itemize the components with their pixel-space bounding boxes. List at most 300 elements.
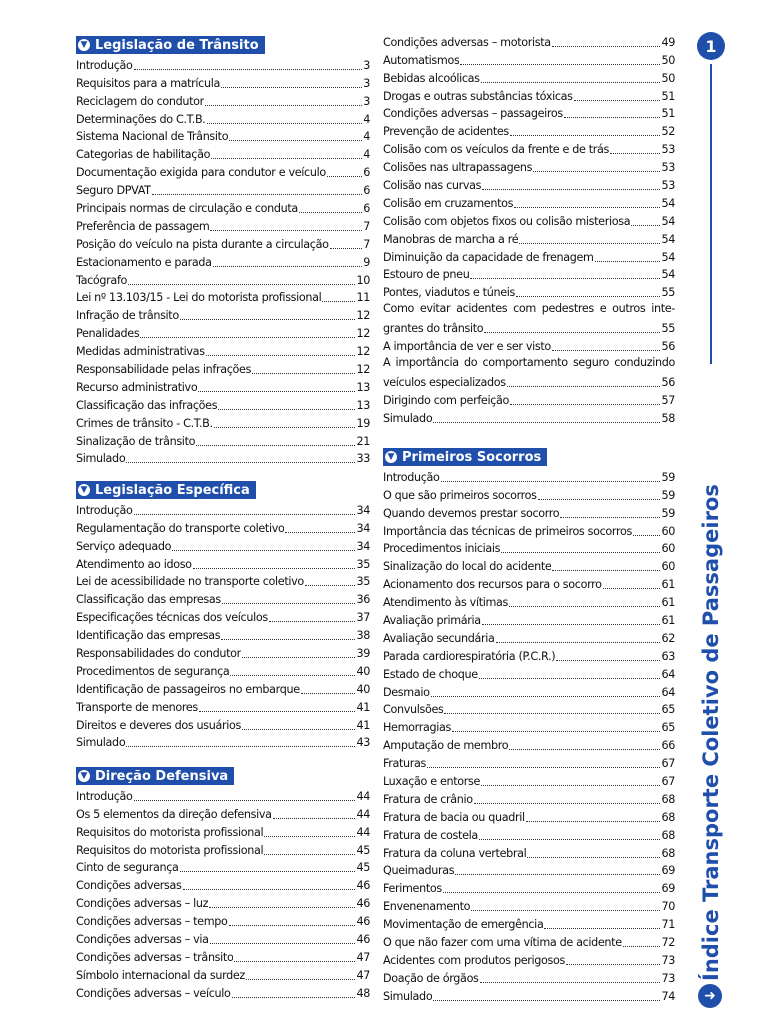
dot-leader [552, 570, 660, 571]
toc-entry-title: Fratura de bacia ou quadril [383, 810, 525, 824]
dot-leader [327, 176, 362, 177]
dot-leader [496, 642, 661, 643]
dot-leader [242, 657, 356, 658]
toc-page-number: 51 [661, 107, 675, 121]
toc-page-number: 40 [356, 682, 370, 696]
toc-page-number: 33 [356, 452, 370, 466]
toc-entry [76, 607, 370, 625]
toc-entry [383, 843, 675, 861]
section-primeiros-socorros [383, 444, 675, 1004]
toc-page-number: 70 [661, 900, 675, 914]
toc-entry-title: Fratura de costela [383, 828, 478, 842]
toc-entry-title: Procedimentos de segurança [76, 664, 230, 678]
toc-entry [383, 861, 675, 879]
dot-leader [126, 462, 355, 463]
toc-entry-title: Atendimento às vítimas [383, 596, 509, 610]
toc-entry [383, 789, 675, 807]
toc-page-number: 34 [356, 503, 370, 517]
toc-entry-title: Colisão em cruzamentos [383, 196, 514, 210]
toc-page-number: 60 [661, 524, 675, 538]
toc-list [383, 467, 675, 1004]
toc-page-number: 37 [356, 611, 370, 625]
toc-entry [383, 896, 675, 914]
toc-page-number: 54 [661, 232, 675, 246]
dot-leader [433, 422, 660, 423]
toc-page-number: 52 [661, 125, 675, 139]
toc-entry [383, 282, 675, 300]
toc-entry [76, 875, 370, 893]
toc-entry-title: Automatismos [383, 53, 460, 67]
dot-leader [273, 818, 356, 819]
toc-entry [76, 73, 370, 91]
toc-entry-title: Avaliação secundária [383, 631, 495, 645]
dot-leader [633, 535, 661, 536]
dot-leader [126, 746, 355, 747]
toc-entry [383, 986, 675, 1004]
dot-leader [484, 332, 660, 333]
toc-page-number: 53 [661, 179, 675, 193]
toc-page-number: 13 [356, 398, 370, 412]
toc-entry-title: Quando devemos prestar socorro [383, 506, 560, 520]
toc-list [76, 55, 370, 466]
dot-leader [595, 261, 661, 262]
dot-leader [623, 946, 661, 947]
toc-page-number: 53 [661, 161, 675, 175]
toc-entry-title: Estacionamento e parada [76, 255, 212, 269]
toc-entry-title: Amputação de membro [383, 739, 509, 753]
toc-entry-title: Seguro DPVAT [76, 184, 151, 198]
dot-leader [264, 854, 355, 855]
toc-entry [383, 157, 675, 175]
dot-leader [444, 713, 660, 714]
toc-entry-title: O que são primeiros socorros [383, 488, 537, 502]
chevron-down-icon: ▼ [385, 451, 397, 463]
toc-entry-title: Posição do veículo na pista durante a circulação [76, 237, 329, 251]
toc-entry-title: Acidentes com produtos perigosos [383, 953, 565, 967]
toc-page-number: 12 [356, 345, 370, 359]
toc-entry-title: Fratura de crânio [383, 792, 473, 806]
toc-entry [76, 91, 370, 109]
toc-page-number: 4 [363, 148, 370, 162]
side-title: Índice Transporte Coletivo de Passageiros [699, 484, 723, 981]
dot-leader [207, 123, 363, 124]
toc-page-number: 69 [661, 864, 675, 878]
toc-entry [383, 247, 675, 265]
toc-list [383, 32, 675, 426]
toc-entry [383, 121, 675, 139]
toc-entry [76, 589, 370, 607]
toc-entry-title: Principais normas de circulação e conduta [76, 202, 298, 216]
dot-leader [481, 785, 660, 786]
side-band [686, 26, 730, 1006]
toc-page-number: 44 [356, 825, 370, 839]
dot-leader [222, 603, 356, 604]
toc-entry-title: Lei de acessibilidade no transporte coletivo [76, 575, 304, 589]
toc-entry [76, 625, 370, 643]
toc-page-number: 6 [363, 166, 370, 180]
toc-entry-title: Sistema Nacional de Trânsito [76, 130, 229, 144]
toc-entry [383, 914, 675, 932]
toc-page-number: 6 [363, 202, 370, 216]
toc-page-number: 46 [356, 933, 370, 947]
toc-page-number: 66 [661, 739, 675, 753]
toc-entry [76, 965, 370, 983]
dot-leader [242, 729, 355, 730]
toc-page-number: 74 [661, 989, 675, 1003]
toc-entry [383, 503, 675, 521]
dot-leader [556, 660, 660, 661]
dot-leader [471, 910, 660, 911]
dot-leader [252, 373, 355, 374]
dot-leader [455, 874, 660, 875]
dot-leader [180, 871, 356, 872]
toc-page-number: 36 [356, 593, 370, 607]
toc-entry-title: Cinto de segurança [76, 861, 179, 875]
toc-page-number: 11 [356, 291, 370, 305]
toc-page-number: 34 [356, 521, 370, 535]
toc-entry [383, 592, 675, 610]
toc-page-number: 54 [661, 250, 675, 264]
toc-entry [383, 68, 675, 86]
dot-leader [299, 212, 362, 213]
toc-entry [76, 413, 370, 431]
toc-page-number: 40 [356, 664, 370, 678]
toc-page-number: 47 [356, 950, 370, 964]
toc-entry [76, 822, 370, 840]
dot-leader [128, 284, 355, 285]
toc-page-number: 35 [356, 575, 370, 589]
toc-list [76, 786, 370, 1001]
toc-entry-title: Dirigindo com perfeição [383, 393, 509, 407]
toc-page-number: 12 [356, 327, 370, 341]
toc-page-number: 35 [356, 557, 370, 571]
toc-entry-title: Identificação de passageiros no embarque [76, 682, 300, 696]
toc-entry [383, 664, 675, 682]
toc-page-number: 68 [661, 792, 675, 806]
toc-entry-title: Movimentação de emergência [383, 918, 544, 932]
toc-page-number: 49 [661, 35, 675, 49]
toc-page-number: 71 [661, 918, 675, 932]
dot-leader [479, 839, 661, 840]
toc-entry [76, 572, 370, 590]
toc-entry-title: Condições adversas – via [76, 933, 209, 947]
toc-entry-title: Fraturas [383, 757, 427, 771]
toc-entry [383, 807, 675, 825]
section-legislacao-transito [76, 32, 370, 466]
dot-leader [431, 696, 661, 697]
toc-entry-title: Importância das técnicas de primeiros socorros [383, 524, 632, 538]
toc-entry [76, 804, 370, 822]
toc-entry-title: Identificação das empresas [76, 629, 221, 643]
chevron-down-icon: ▼ [78, 484, 90, 496]
toc-entry-title: Convulsões [383, 703, 444, 717]
dot-leader [427, 767, 660, 768]
toc-entry-title: Os 5 elementos da direção defensiva [76, 807, 272, 821]
toc-entry [383, 354, 675, 390]
toc-entry-title: Reciclagem do condutor [76, 94, 204, 108]
toc-page-number: 12 [356, 309, 370, 323]
toc-entry [76, 109, 370, 127]
dot-leader [221, 87, 362, 88]
toc-page-number: 41 [356, 700, 370, 714]
dot-leader [480, 982, 661, 983]
section-title [76, 36, 265, 54]
toc-entry [383, 825, 675, 843]
toc-entry-title: Fratura da coluna vertebral [383, 846, 527, 860]
toc-entry [76, 554, 370, 572]
toc-entry [76, 947, 370, 965]
toc-entry-title: Introdução [76, 58, 133, 72]
toc-page-number: 55 [661, 286, 675, 300]
toc-entry [383, 574, 675, 592]
toc-page-number: 64 [661, 685, 675, 699]
toc-entry-title: Simulado [383, 989, 433, 1003]
toc-entry [383, 556, 675, 574]
toc-entry [76, 323, 370, 341]
toc-entry [76, 500, 370, 518]
dot-leader [526, 821, 661, 822]
toc-entry-title: Desmaio [383, 685, 430, 699]
toc-entry-title: Transporte de menores [76, 700, 198, 714]
dot-leader [474, 803, 661, 804]
toc-page-number: 43 [356, 736, 370, 750]
section-title [383, 448, 547, 466]
toc-entry-title: Requisitos do motorista profissional [76, 825, 264, 839]
dot-leader [322, 301, 355, 302]
toc-entry [76, 216, 370, 234]
toc-page-number: 59 [661, 506, 675, 520]
toc-entry-title: Colisão com objetos fixos ou colisão misteriosa [383, 214, 631, 228]
toc-entry-title: Sinalização de trânsito [76, 434, 196, 448]
dot-leader [510, 404, 660, 405]
chevron-down-icon: ▼ [78, 770, 90, 782]
toc-entry [76, 449, 370, 467]
toc-page-number: 41 [356, 718, 370, 732]
toc-page-number: 59 [661, 488, 675, 502]
toc-entry-title: Categorias de habilitação [76, 148, 211, 162]
toc-page-number: 39 [356, 647, 370, 661]
toc-page-number: 19 [356, 416, 370, 430]
toc-page-number: 46 [356, 897, 370, 911]
toc-entry-title: Colisão com os veículos da frente e de trás [383, 143, 610, 157]
toc-entry [383, 771, 675, 789]
dot-leader [134, 800, 356, 801]
toc-page-number: 67 [661, 775, 675, 789]
toc-entry-title: Atendimento ao idoso [76, 557, 192, 571]
toc-entry [383, 968, 675, 986]
toc-entry-title: Condições adversas – luz [76, 897, 209, 911]
toc-entry [76, 786, 370, 804]
dot-leader [441, 481, 661, 482]
toc-page-number: 50 [661, 71, 675, 85]
toc-entry [76, 733, 370, 751]
toc-entry [76, 377, 370, 395]
dot-leader [229, 925, 356, 926]
dot-leader [460, 64, 660, 65]
toc-page-number: 63 [661, 649, 675, 663]
toc-entry [76, 395, 370, 413]
toc-page-number: 58 [661, 411, 675, 425]
toc-page-number: 65 [661, 703, 675, 717]
toc-entry [76, 431, 370, 449]
toc-entry [76, 162, 370, 180]
chevron-down-icon: ▼ [78, 39, 90, 51]
toc-entry [383, 485, 675, 503]
toc-entry-title: Documentação exigida para condutor e veículo [76, 166, 326, 180]
toc-entry-title: Envenenamento [383, 900, 471, 914]
toc-entry-title: Recurso administrativo [76, 380, 198, 394]
dot-leader [519, 243, 660, 244]
toc-entry-title: Queimaduras [383, 864, 455, 878]
arrow-right-icon: ➜ [698, 984, 722, 1008]
dot-leader [564, 117, 661, 118]
dot-leader [510, 135, 661, 136]
toc-page-number: 57 [661, 393, 675, 407]
toc-entry [383, 950, 675, 968]
section-direcao-defensiva-continued [383, 31, 675, 426]
toc-page-number: 21 [356, 434, 370, 448]
dot-leader [509, 749, 660, 750]
dot-leader [443, 892, 661, 893]
toc-page-number: 55 [661, 322, 675, 336]
dot-leader [198, 391, 355, 392]
toc-entry [383, 86, 675, 104]
toc-entry-title: Responsabilidade pelas infrações [76, 363, 252, 377]
toc-entry [383, 628, 675, 646]
toc-entry [76, 305, 370, 323]
toc-entry-title: Colisões nas ultrapassagens [383, 161, 533, 175]
toc-page-number: 73 [661, 971, 675, 985]
toc-entry [76, 893, 370, 911]
dot-leader [552, 46, 661, 47]
dot-leader [501, 552, 660, 553]
toc-entry [383, 300, 675, 336]
dot-leader [234, 961, 355, 962]
toc-page-number: 46 [356, 915, 370, 929]
toc-entry [76, 518, 370, 536]
toc-entry-title: Classificação das infrações [76, 398, 218, 412]
toc-page-number: 72 [661, 936, 675, 950]
toc-entry-title: Condições adversas – trânsito [76, 950, 234, 964]
toc-page-number: 45 [356, 843, 370, 857]
dot-leader [205, 105, 362, 106]
dot-leader [527, 857, 660, 858]
toc-entry [383, 175, 675, 193]
toc-entry [76, 127, 370, 145]
toc-entry [383, 104, 675, 122]
toc-page-number: 73 [661, 953, 675, 967]
toc-page-number: 68 [661, 810, 675, 824]
toc-entry-title: Sinalização do local do acidente [383, 560, 552, 574]
toc-entry-title: Colisão nas curvas [383, 179, 482, 193]
toc-list [76, 500, 370, 750]
dot-leader [479, 678, 661, 679]
toc-entry-title: Lei nº 13.103/15 - Lei do motorista profissional [76, 291, 322, 305]
toc-entry-title: Condições adversas – motorista [383, 35, 551, 49]
toc-entry-title: Condições adversas [76, 879, 182, 893]
dot-leader [229, 140, 362, 141]
dot-leader [214, 427, 356, 428]
toc-entry [383, 932, 675, 950]
dot-leader [209, 907, 355, 908]
toc-entry-title: Simulado [76, 736, 126, 750]
toc-page-number: 65 [661, 721, 675, 735]
toc-page-number: 4 [363, 112, 370, 126]
toc-entry [76, 840, 370, 858]
toc-page-number: 54 [661, 268, 675, 282]
toc-page-number: 69 [661, 882, 675, 896]
dot-leader [152, 194, 363, 195]
section-title [76, 767, 234, 785]
toc-page-number: 10 [356, 273, 370, 287]
toc-entry-title: Regulamentação do transporte coletivo [76, 521, 285, 535]
toc-page-number: 13 [356, 380, 370, 394]
dot-leader [264, 836, 355, 837]
toc-entry-title: Serviço adequado [76, 539, 172, 553]
toc-page-number: 12 [356, 363, 370, 377]
dot-leader [140, 337, 355, 338]
toc-entry [76, 858, 370, 876]
toc-entry-title: Diminuição da capacidade de frenagem [383, 250, 594, 264]
toc-entry [76, 911, 370, 929]
toc-page-number: 56 [661, 340, 675, 354]
dot-leader [470, 278, 660, 279]
dot-leader [631, 225, 660, 226]
toc-page-number: 67 [661, 757, 675, 771]
toc-page-number: 6 [363, 184, 370, 198]
toc-entry [383, 700, 675, 718]
dot-leader [560, 517, 660, 518]
toc-entry-title: Parada cardiorespiratória (P.C.R.) [383, 649, 556, 663]
chapter-number-badge: 1 [697, 32, 725, 60]
toc-entry-title: Tacógrafo [76, 273, 128, 287]
toc-entry-title: Procedimentos iniciais [383, 542, 501, 556]
dot-leader [269, 621, 356, 622]
toc-page-number: 60 [661, 542, 675, 556]
toc-entry [76, 144, 370, 162]
dot-leader [134, 514, 356, 515]
toc-entry [383, 139, 675, 157]
toc-entry-title: Estado de choque [383, 667, 478, 681]
toc-entry-title: Responsabilidades do condutor [76, 647, 241, 661]
toc-page-number: 51 [661, 89, 675, 103]
dot-leader [516, 296, 660, 297]
toc-entry [76, 180, 370, 198]
toc-entry-title: Pontes, viadutos e túneis [383, 286, 515, 300]
toc-page-number: 3 [363, 76, 370, 90]
toc-entry [76, 252, 370, 270]
toc-page-number: 46 [356, 879, 370, 893]
section-direcao-defensiva [76, 763, 370, 1001]
toc-entry [383, 735, 675, 753]
section-title-text: Legislação Específica [95, 482, 250, 498]
toc-entry [383, 467, 675, 485]
dot-leader [183, 889, 356, 890]
dot-leader [452, 731, 661, 732]
toc-entry [383, 717, 675, 735]
dot-leader [210, 230, 362, 231]
toc-page-number: 61 [661, 596, 675, 610]
toc-entry-title: Simulado [383, 411, 433, 425]
toc-page-number: 64 [661, 667, 675, 681]
toc-page-number: 38 [356, 629, 370, 643]
dot-leader [610, 153, 660, 154]
dot-leader [509, 606, 660, 607]
toc-entry-title-line: A importância do comportamento seguro conduzindo [383, 356, 675, 370]
toc-entry-title: Introdução [383, 470, 440, 484]
toc-entry-title-line: Como evitar acidentes com pedestres e outros inte- [383, 302, 675, 316]
dot-leader [301, 693, 356, 694]
